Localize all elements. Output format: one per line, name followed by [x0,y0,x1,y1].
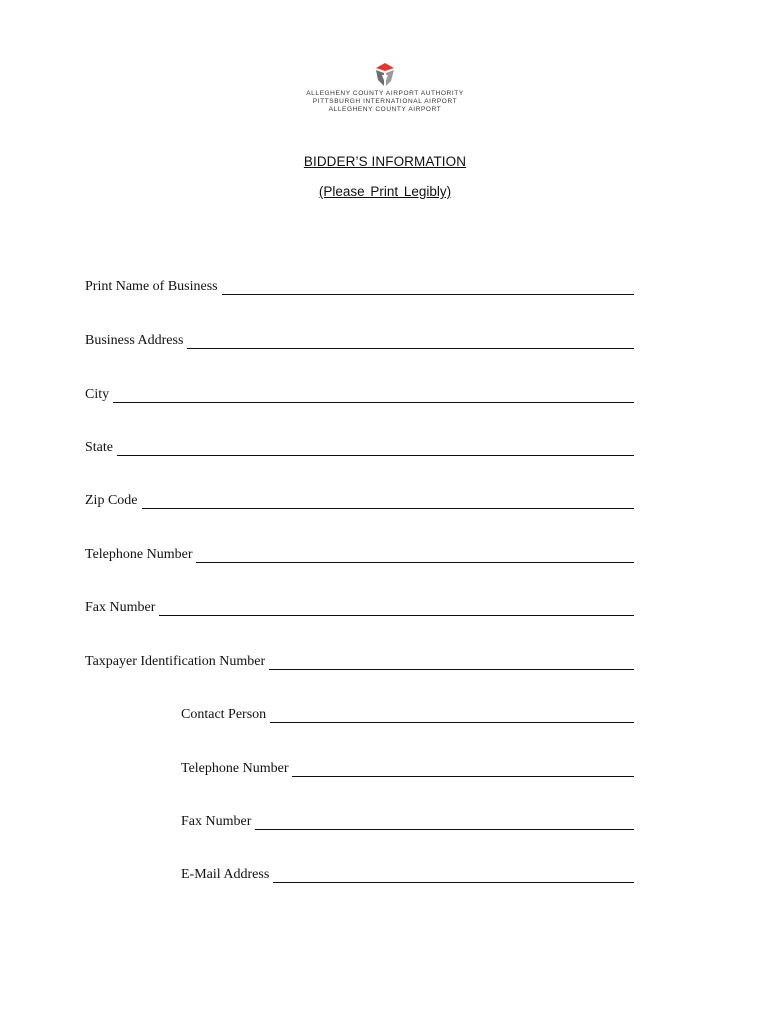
field-label: City [85,387,110,402]
field-label: Business Address [85,333,184,348]
city-input[interactable] [113,390,634,403]
telephone-input[interactable] [196,550,634,563]
field-label: Print Name of Business [85,279,218,294]
state-input[interactable] [117,443,634,456]
field-label: State [85,440,113,455]
airport-authority-logo-icon [374,62,396,88]
field-label: Taxpayer Identification Number [85,654,266,669]
form-title: BIDDER’S INFORMATION [303,154,467,169]
field-contact-fax [181,814,634,830]
field-fax [85,600,634,616]
form-subtitle: (Please Print Legibly) [318,184,452,199]
taxpayer-id-input[interactable] [269,657,634,670]
field-business-name [85,279,634,295]
field-taxpayer-id [85,654,634,670]
business-name-input[interactable] [222,282,634,295]
field-city [85,387,634,403]
airport-name-line: ALLEGHENY COUNTY AIRPORT [328,106,442,113]
contact-email-input[interactable] [273,870,634,883]
document-header [0,62,770,114]
contact-person-input[interactable] [270,710,634,723]
field-contact-email [181,867,634,883]
field-zip-code [85,493,634,509]
field-label: Telephone Number [85,547,193,562]
field-label: Zip Code [85,493,138,508]
zip-code-input[interactable] [142,496,635,509]
airport-name-line: PITTSBURGH INTERNATIONAL AIRPORT [312,98,458,105]
contact-fax-input[interactable] [255,817,634,830]
field-label: Telephone Number [181,761,289,776]
field-contact-person [181,707,634,723]
field-label: E-Mail Address [181,867,270,882]
field-contact-telephone [181,761,634,777]
business-address-input[interactable] [187,336,634,349]
fax-input[interactable] [159,603,634,616]
field-label: Contact Person [181,707,267,722]
contact-telephone-input[interactable] [292,764,634,777]
form-title-block [0,153,770,201]
field-label: Fax Number [181,814,252,829]
field-state [85,440,634,456]
field-telephone [85,547,634,563]
org-name-line: ALLEGHENY COUNTY AIRPORT AUTHORITY [306,90,464,97]
field-business-address [85,333,634,349]
field-label: Fax Number [85,600,156,615]
